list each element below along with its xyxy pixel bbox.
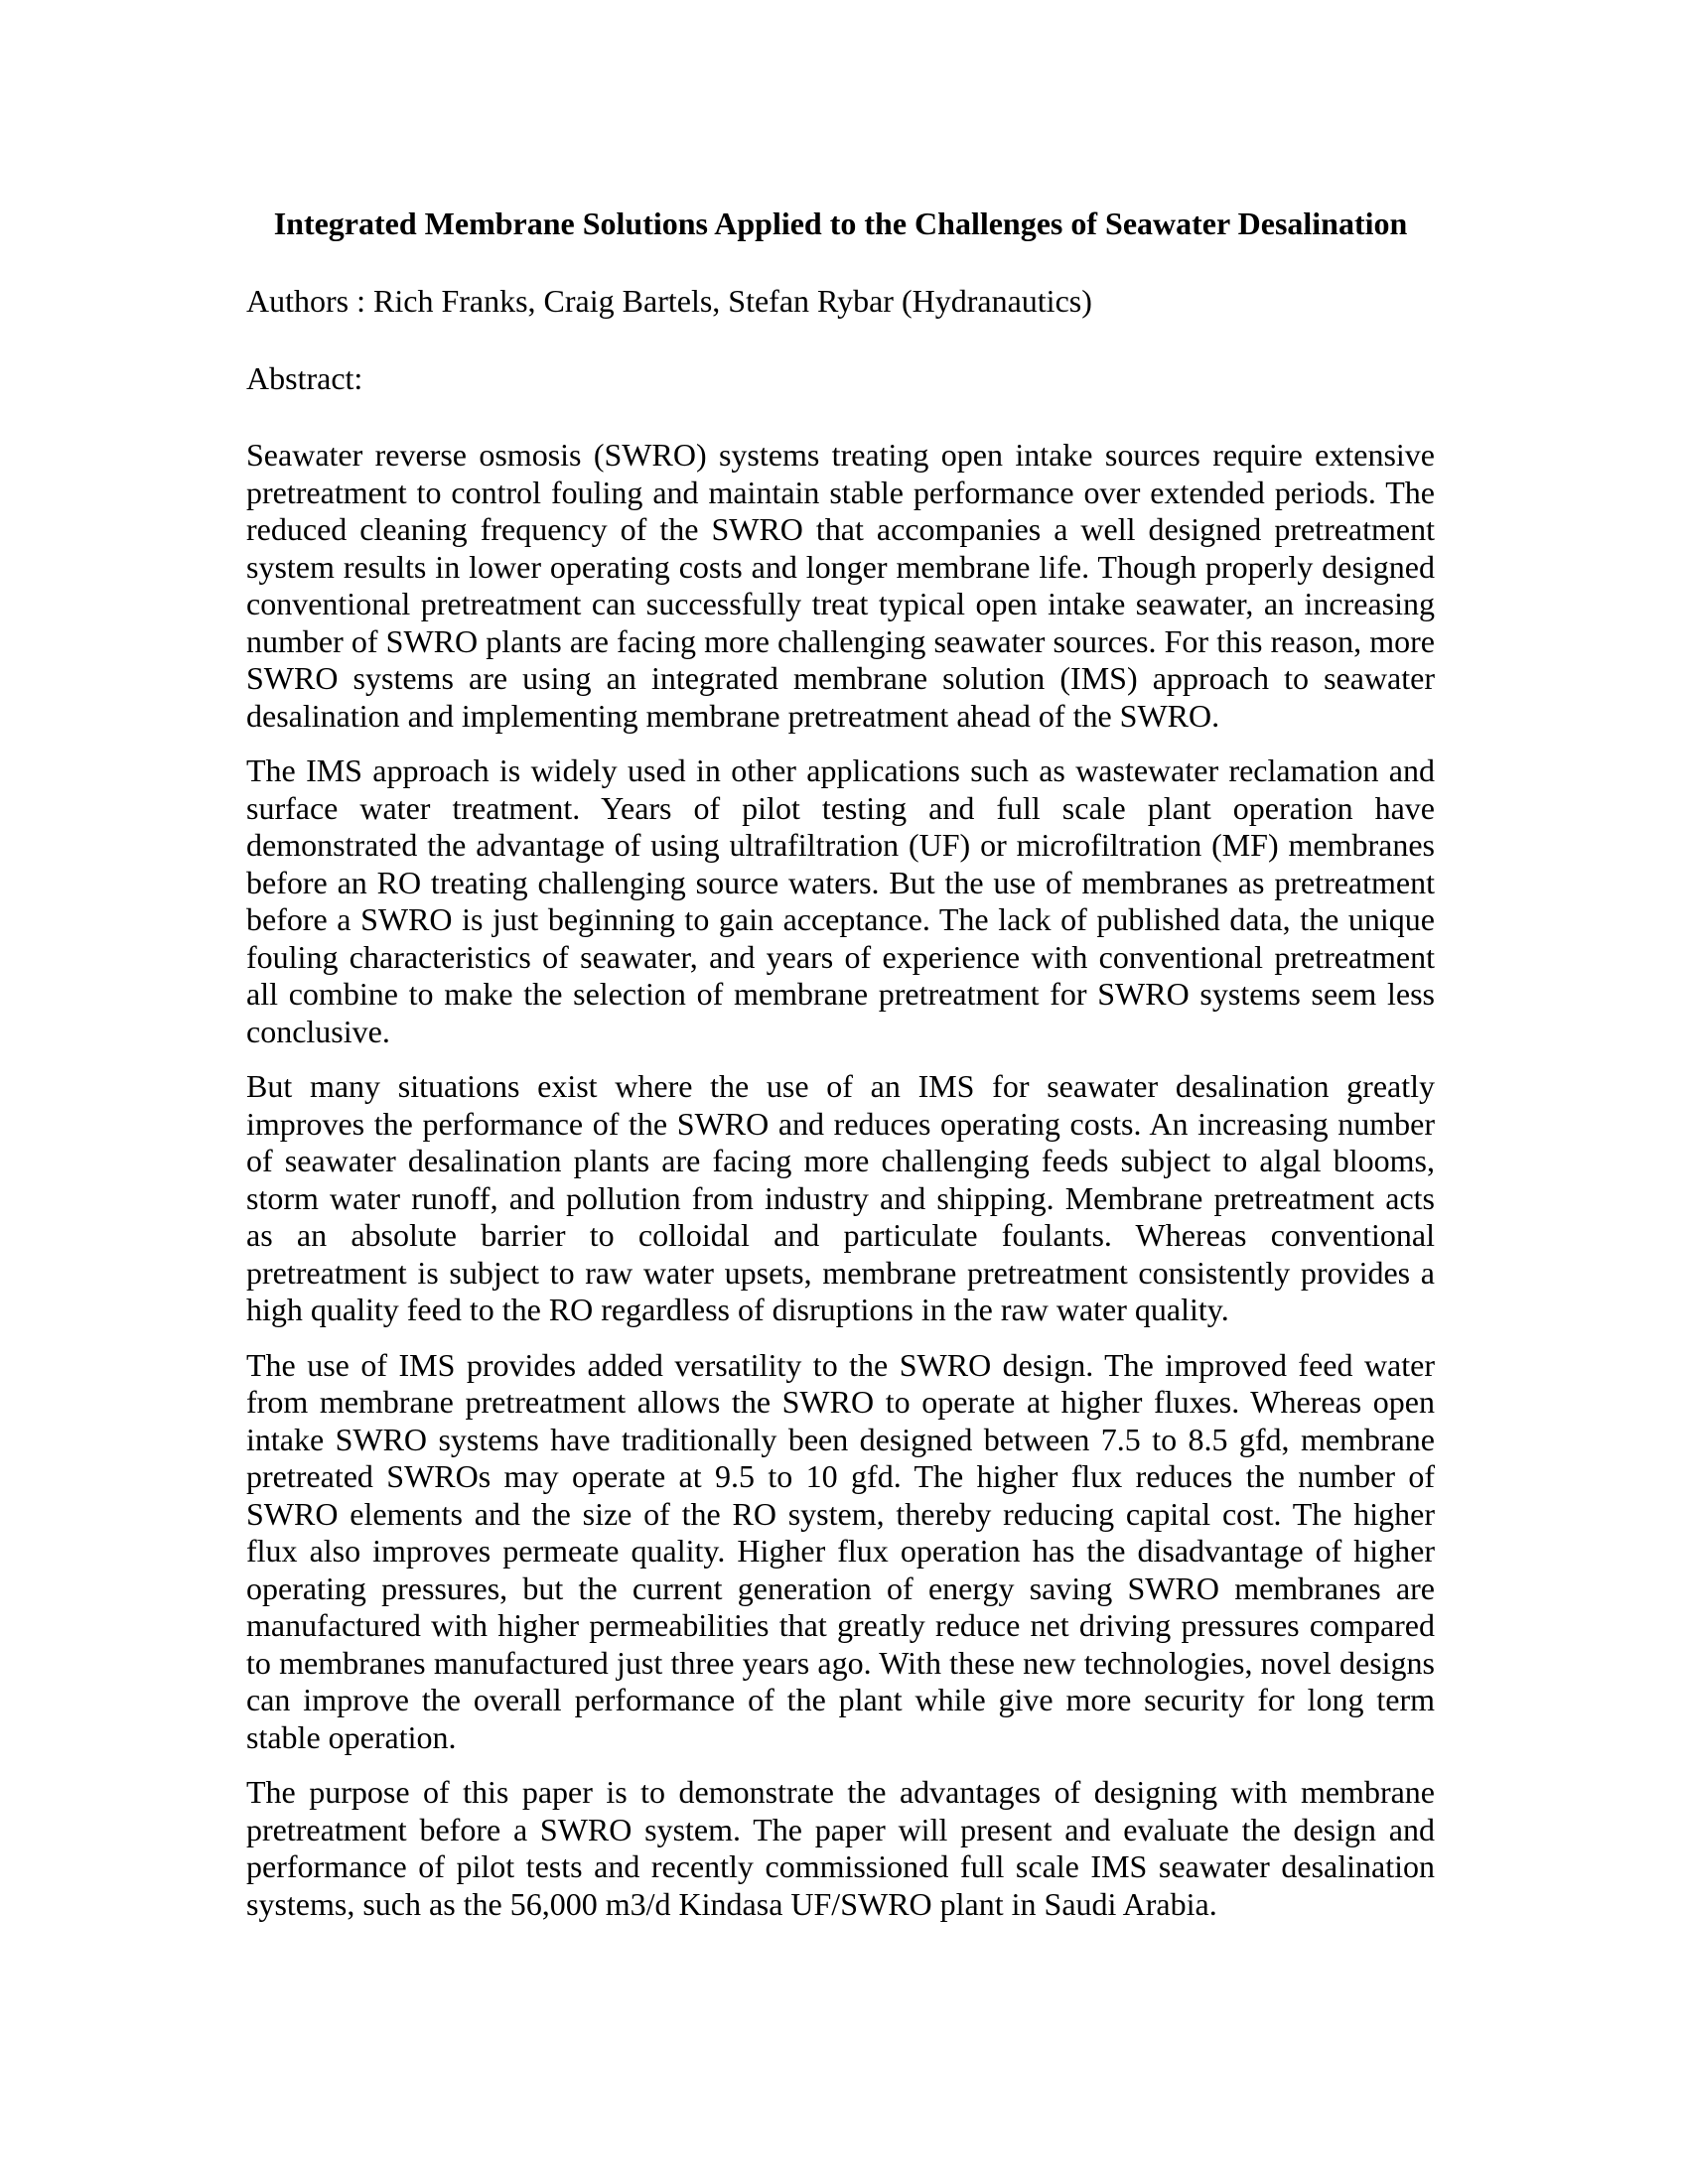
- abstract-paragraph-4: The use of IMS provides added versatility to the SWRO design. The improved feed water from membrane pretreatment allows the SWRO to operate at higher fluxes. Whereas open intake SWRO systems have traditionally been designed between 7.5 to 8.5 gfd, membrane pretreated SWROs may operate at 9.5 to 10 gfd. The higher flux reduces the number of SWRO elements and the size of the RO system, thereby reducing capital cost. The higher flux also improves permeate quality. Higher flux operation has the disadvantage of higher operating pressures, but the current generation of energy saving SWRO membranes are manufactured with higher permeabilities that greatly reduce net driving pressures compared to membranes manufactured just three years ago. With these new technologies, novel designs can improve the overall performance of the plant while give more security for long term stable operation.: [246, 1346, 1435, 1755]
- abstract-label: Abstract:: [246, 360, 363, 396]
- authors-line: Authors : Rich Franks, Craig Bartels, Stefan Rybar (Hydranautics): [246, 283, 1092, 319]
- abstract-paragraph-3: But many situations exist where the use of an IMS for seawater desalination greatly improves the performance of the SWRO and reduces operating costs. An increasing number of seawater desalination plants are facing more challenging feeds subject to algal blooms, storm water runoff, and pollution from industry and shipping. Membrane pretreatment acts as an absolute barrier to colloidal and particulate foulants. Whereas conventional pretreatment is subject to raw water upsets, membrane pretreatment consistently provides a high quality feed to the RO regardless of disruptions in the raw water quality.: [246, 1068, 1435, 1327]
- abstract-paragraph-2: The IMS approach is widely used in other applications such as wastewater reclamation and surface water treatment. Years of pilot testing and full scale plant operation have demonstrated the advantage of using ultrafiltration (UF) or microfiltration (MF) membranes before an RO treating challenging source waters. But the use of membranes as pretreatment before a SWRO is just beginning to gain acceptance. The lack of published data, the unique fouling characteristics of seawater, and years of experience with conventional pretreatment all combine to make the selection of membrane pretreatment for SWRO systems seem less conclusive.: [246, 752, 1435, 1049]
- paper-title: Integrated Membrane Solutions Applied to the Challenges of Seawater Desalination: [273, 205, 1408, 241]
- abstract-content: [246, 205, 1435, 1941]
- abstract-paragraph-1: Seawater reverse osmosis (SWRO) systems treating open intake sources require extensive pretreatment to control fouling and maintain stable performance over extended periods. The reduced cleaning frequency of the SWRO that accompanies a well designed pretreatment system results in lower operating costs and longer membrane life. Though properly designed conventional pretreatment can successfully treat typical open intake seawater, an increasing number of SWRO plants are facing more challenging seawater sources. For this reason, more SWRO systems are using an integrated membrane solution (IMS) approach to seawater desalination and implementing membrane pretreatment ahead of the SWRO.: [246, 437, 1435, 734]
- abstract-paragraph-5: The purpose of this paper is to demonstrate the advantages of designing with membrane pretreatment before a SWRO system. The paper will present and evaluate the design and performance of pilot tests and recently commissioned full scale IMS seawater desalination systems, such as the 56,000 m3/d Kindasa UF/SWRO plant in Saudi Arabia.: [246, 1774, 1435, 1922]
